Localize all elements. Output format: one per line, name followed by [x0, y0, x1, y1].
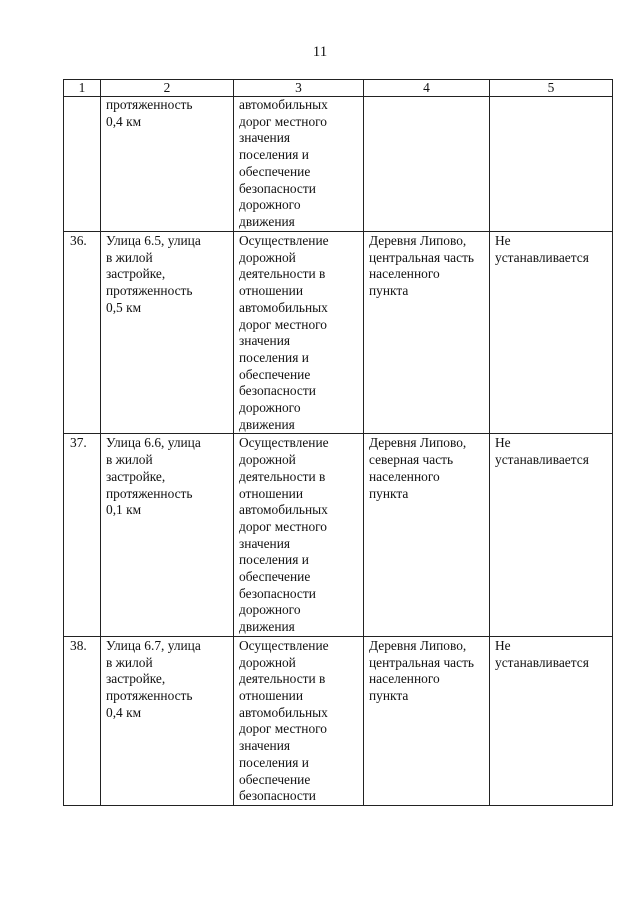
- column-header-3: 3: [234, 80, 364, 97]
- header-row: [64, 80, 613, 97]
- page-number: 11: [312, 44, 328, 60]
- object-zone-status: Не устанавливается: [490, 636, 613, 805]
- table-body: [64, 97, 613, 806]
- object-purpose: Осуществление дорожной деятельности в отношении автомобильных дорог местного значения поселения и обеспечение безопасности дорожного движения: [234, 232, 364, 434]
- table-row: [64, 636, 613, 805]
- table-header: [64, 80, 613, 97]
- table-row: [64, 434, 613, 636]
- object-zone-status: [490, 97, 613, 232]
- column-header-1: 1: [64, 80, 101, 97]
- object-name: Улица 6.6, улица в жилой застройке, протяженность 0,1 км: [101, 434, 234, 636]
- object-purpose: автомобильных дорог местного значения поселения и обеспечение безопасности дорожного движения: [234, 97, 364, 232]
- object-location: [364, 97, 490, 232]
- column-header-5: 5: [490, 80, 613, 97]
- object-location: Деревня Липово, северная часть населенного пункта: [364, 434, 490, 636]
- object-zone-status: Не устанавливается: [490, 434, 613, 636]
- row-number: 38.: [64, 636, 101, 805]
- objects-table: [63, 79, 613, 806]
- table-row: [64, 97, 613, 232]
- row-number: 37.: [64, 434, 101, 636]
- object-name: Улица 6.7, улица в жилой застройке, протяженность 0,4 км: [101, 636, 234, 805]
- row-number: 36.: [64, 232, 101, 434]
- object-purpose: Осуществление дорожной деятельности в отношении автомобильных дорог местного значения поселения и обеспечение безопасности: [234, 636, 364, 805]
- column-header-2: 2: [101, 80, 234, 97]
- object-location: Деревня Липово, центральная часть населенного пункта: [364, 636, 490, 805]
- object-zone-status: Не устанавливается: [490, 232, 613, 434]
- table-row: [64, 232, 613, 434]
- object-location: Деревня Липово, центральная часть населенного пункта: [364, 232, 490, 434]
- column-header-4: 4: [364, 80, 490, 97]
- row-number: [64, 97, 101, 232]
- object-purpose: Осуществление дорожной деятельности в отношении автомобильных дорог местного значения поселения и обеспечение безопасности дорожного движения: [234, 434, 364, 636]
- object-name: Улица 6.5, улица в жилой застройке, протяженность 0,5 км: [101, 232, 234, 434]
- object-name: протяженность 0,4 км: [101, 97, 234, 232]
